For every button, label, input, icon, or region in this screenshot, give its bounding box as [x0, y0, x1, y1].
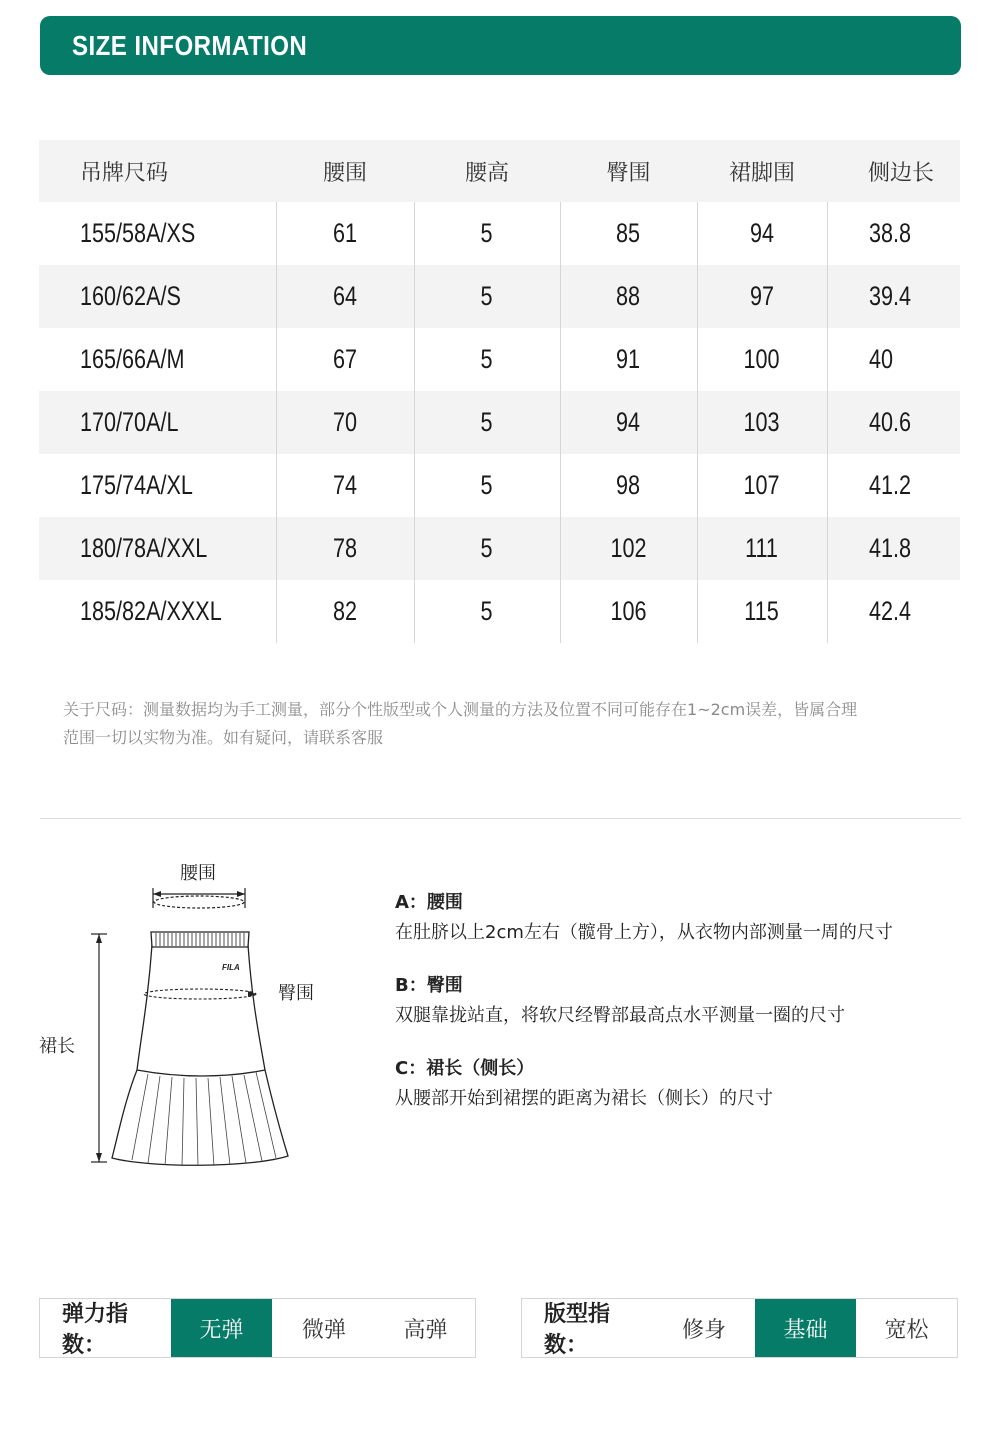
cell-text: 98 — [616, 470, 641, 500]
cell-waist-height — [414, 202, 560, 265]
cell-text: 170/70A/L — [80, 407, 179, 437]
cell-hem — [697, 391, 827, 454]
header-bar — [40, 16, 961, 75]
cell-text: 88 — [616, 281, 641, 311]
cell-text: 185/82A/XXXL — [80, 596, 222, 626]
table-row — [39, 454, 960, 517]
definition-desc: 从腰部开始到裙摆的距离为裙长（侧长）的尺寸 — [395, 1088, 773, 1109]
cell-hem — [697, 454, 827, 517]
fila-logo: FILA — [222, 963, 240, 972]
cell-text: 91 — [616, 344, 641, 374]
cell-waist — [276, 517, 414, 580]
cell-text: 175/74A/XL — [80, 470, 193, 500]
cell-side-length — [827, 517, 960, 580]
cell-text: 111 — [745, 533, 779, 563]
cell-text: 40 — [868, 344, 893, 374]
cell-text: 165/66A/M — [80, 344, 185, 374]
col-header-side-length: 侧边长 — [868, 160, 935, 186]
col-header-waist-height: 腰高 — [464, 160, 509, 186]
size-note-line-2: 范围一切以实物为准。如有疑问，请联系客服 — [63, 728, 384, 747]
table-row — [39, 517, 960, 580]
hip-label: 臀围 — [278, 983, 314, 1004]
definition-hip — [395, 971, 975, 1031]
cell-waist-height — [414, 265, 560, 328]
cell-waist — [276, 391, 414, 454]
cell-waist-height — [414, 328, 560, 391]
cell-hip — [560, 517, 697, 580]
cell-text: 42.4 — [868, 596, 911, 626]
cell-text: 180/78A/XXL — [80, 533, 208, 563]
cell-hip — [560, 202, 697, 265]
definition-desc: 在肚脐以上2cm左右（髋骨上方），从衣物内部测量一周的尺寸 — [395, 922, 893, 943]
cell-text: 74 — [332, 470, 358, 500]
cell-text: 64 — [332, 281, 358, 311]
table-row — [39, 265, 960, 328]
cell-waist — [276, 328, 414, 391]
table-row — [39, 580, 960, 643]
skirt-illustration — [30, 850, 350, 1180]
cell-text: 103 — [743, 407, 781, 437]
cell-text: 160/62A/S — [80, 281, 181, 311]
cell-text: 97 — [749, 281, 775, 311]
cell-side-length — [827, 580, 960, 643]
cell-tag-size — [39, 202, 276, 265]
cell-waist — [276, 202, 414, 265]
cell-text: 67 — [332, 344, 358, 374]
cell-tag-size — [39, 454, 276, 517]
cell-text: 106 — [610, 596, 647, 626]
cell-text: 82 — [332, 596, 358, 626]
cell-hem — [697, 202, 827, 265]
cell-text: 5 — [480, 344, 494, 374]
cell-hip — [560, 580, 697, 643]
cell-tag-size — [39, 517, 276, 580]
section-divider — [40, 818, 961, 819]
cell-waist — [276, 454, 414, 517]
waist-label: 腰围 — [180, 863, 216, 884]
fit-option-regular: 基础 — [755, 1299, 856, 1357]
cell-text: 5 — [480, 281, 494, 311]
cell-tag-size — [39, 580, 276, 643]
skirt-body — [112, 945, 288, 1165]
size-table — [39, 140, 960, 643]
cell-text: 5 — [480, 407, 494, 437]
col-header-hip: 臀围 — [606, 160, 651, 186]
cell-text: 102 — [610, 533, 647, 563]
skirt-diagram — [30, 850, 350, 1180]
table-row — [39, 202, 960, 265]
cell-text: 94 — [616, 407, 641, 437]
length-label: 裙长 — [39, 1036, 75, 1057]
skirt-waistband — [151, 932, 249, 947]
cell-text: 115 — [744, 596, 780, 626]
table-row — [39, 391, 960, 454]
definition-title: C：裙长（侧长） — [395, 1058, 535, 1079]
cell-hip — [560, 454, 697, 517]
size-note — [63, 696, 963, 752]
definition-desc: 双腿靠拢站直，将软尺经臀部最高点水平测量一圈的尺寸 — [395, 1005, 845, 1026]
cell-text: 5 — [480, 470, 494, 500]
cell-text: 107 — [743, 470, 781, 500]
measurement-definitions — [395, 888, 975, 1137]
elasticity-option-none: 无弹 — [171, 1299, 272, 1357]
cell-text: 41.8 — [868, 533, 911, 563]
cell-tag-size — [39, 328, 276, 391]
cell-text: 39.4 — [868, 281, 911, 311]
page-title: SIZE INFORMATION — [72, 30, 308, 61]
cell-text: 85 — [616, 218, 641, 248]
cell-hem — [697, 265, 827, 328]
cell-hem — [697, 580, 827, 643]
cell-tag-size — [39, 265, 276, 328]
cell-text: 100 — [743, 344, 781, 374]
cell-tag-size — [39, 391, 276, 454]
col-header-tag-size: 吊牌尺码 — [80, 160, 169, 186]
cell-hem — [697, 517, 827, 580]
cell-side-length — [827, 391, 960, 454]
cell-side-length — [827, 265, 960, 328]
elasticity-option-slight: 微弹 — [301, 1317, 346, 1343]
cell-waist-height — [414, 517, 560, 580]
cell-text: 94 — [749, 218, 775, 248]
definition-title: A：腰围 — [395, 892, 463, 913]
elasticity-index — [39, 1298, 476, 1358]
fit-index — [521, 1298, 958, 1358]
cell-text: 5 — [480, 596, 494, 626]
fit-option-slim: 修身 — [681, 1317, 726, 1343]
cell-side-length — [827, 202, 960, 265]
cell-text: 5 — [480, 533, 494, 563]
cell-hem — [697, 328, 827, 391]
col-header-hem: 裙脚围 — [728, 160, 795, 186]
cell-waist-height — [414, 391, 560, 454]
definition-length — [395, 1054, 975, 1114]
definition-title: B：臀围 — [395, 975, 463, 996]
cell-side-length — [827, 328, 960, 391]
cell-text: 40.6 — [868, 407, 911, 437]
fit-option-loose: 宽松 — [884, 1317, 929, 1343]
cell-text: 70 — [332, 407, 358, 437]
elasticity-option-high: 高弹 — [403, 1317, 448, 1343]
length-measure-arrow — [91, 934, 107, 1162]
size-note-line-1: 关于尺码：测量数据均为手工测量，部分个性版型或个人测量的方法及位置不同可能存在1~2cm误差，皆属合理 — [63, 700, 858, 719]
cell-text: 41.2 — [868, 470, 911, 500]
cell-waist — [276, 580, 414, 643]
fit-label: 版型指数： — [544, 1302, 611, 1358]
definition-waist — [395, 888, 975, 948]
waist-measure-arrow — [153, 888, 245, 908]
cell-waist — [276, 265, 414, 328]
cell-text: 78 — [332, 533, 358, 563]
cell-text: 38.8 — [868, 218, 911, 248]
cell-waist-height — [414, 580, 560, 643]
cell-side-length — [827, 454, 960, 517]
table-header-row — [39, 140, 960, 202]
cell-text: 155/58A/XS — [80, 218, 196, 248]
cell-text: 5 — [480, 218, 494, 248]
cell-waist-height — [414, 454, 560, 517]
table-row — [39, 328, 960, 391]
elasticity-label: 弹力指数： — [62, 1302, 129, 1358]
cell-hip — [560, 328, 697, 391]
cell-text: 61 — [332, 218, 358, 248]
cell-hip — [560, 391, 697, 454]
col-header-waist: 腰围 — [322, 160, 367, 186]
cell-hip — [560, 265, 697, 328]
